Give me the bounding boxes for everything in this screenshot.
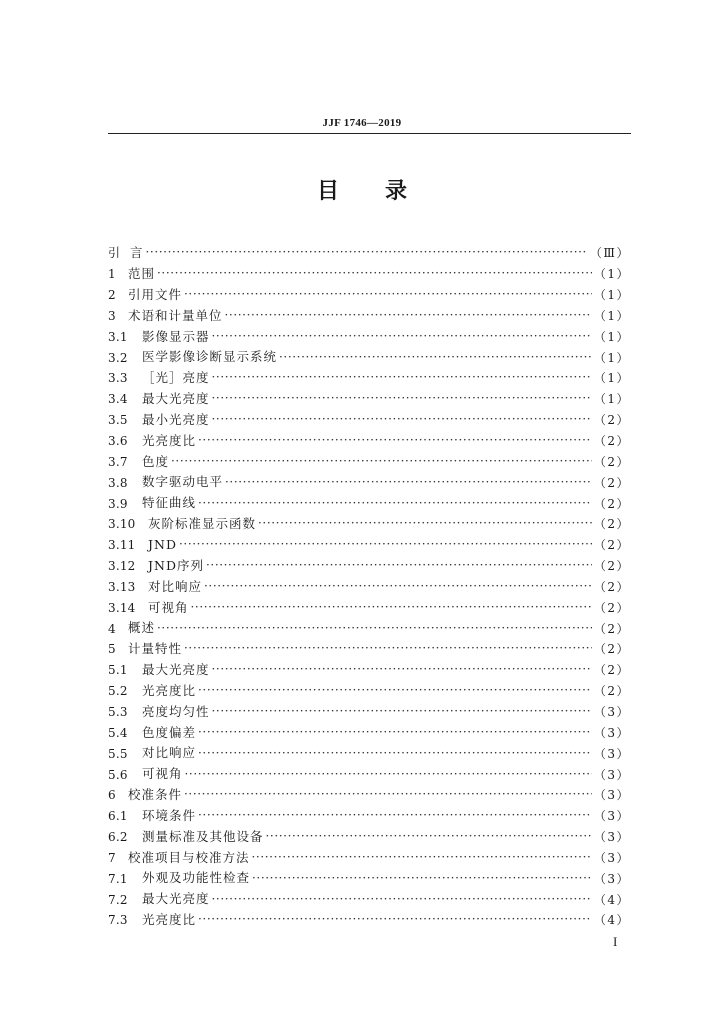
toc-entry[interactable] [108, 368, 630, 389]
toc-entry-label: 范围 [128, 266, 156, 282]
toc-entry-label: 光亮度比 [142, 432, 197, 448]
toc-entry-page: （2） [593, 579, 630, 594]
toc-entry-number: 6 [108, 788, 116, 803]
toc-entry-number: 7.1 [108, 871, 128, 886]
toc-entry[interactable] [108, 306, 630, 327]
toc-dot-leader [184, 288, 592, 302]
toc-entry-label: 言 [130, 245, 144, 261]
toc-entry-number: 5.1 [108, 663, 128, 678]
toc-entry[interactable] [108, 702, 630, 723]
toc-dot-leader [184, 788, 592, 802]
toc-entry-label: 最大光亮度 [142, 891, 210, 907]
toc-entry-number: 6.1 [108, 809, 128, 824]
toc-entry-number: 3.7 [108, 454, 128, 469]
toc-dot-leader [184, 642, 592, 656]
toc-entry-page: （2） [593, 413, 630, 428]
toc-entry-label: 测量标准及其他设备 [142, 828, 264, 844]
toc-entry[interactable] [108, 472, 630, 493]
toc-entry-number: 3.3 [108, 371, 128, 386]
toc-dot-leader [198, 497, 592, 511]
toc-entry-number: 5.2 [108, 684, 128, 699]
toc-entry[interactable] [108, 889, 630, 910]
table-of-contents [108, 243, 630, 931]
toc-entry-label: 特征曲线 [142, 495, 197, 511]
page-folio: I [613, 934, 618, 949]
toc-entry-number: 7 [108, 850, 116, 865]
toc-dot-leader [198, 809, 592, 823]
toc-entry[interactable] [108, 764, 630, 785]
toc-entry-number: 2 [108, 288, 116, 303]
toc-entry-page: （1） [593, 392, 630, 407]
toc-entry-page: （4） [593, 913, 630, 928]
toc-entry-label: 光亮度比 [142, 682, 197, 698]
toc-entry-number: 3.8 [108, 475, 128, 490]
toc-entry-label: 可视角 [142, 766, 183, 782]
toc-entry[interactable] [108, 660, 630, 681]
toc-entry-number: 5 [108, 642, 116, 657]
toc-dot-leader [252, 851, 592, 865]
toc-entry-page: （2） [593, 496, 630, 511]
toc-entry-label: 校准条件 [128, 787, 183, 803]
toc-entry-label: JND序列 [148, 557, 204, 573]
toc-dot-leader [198, 726, 592, 740]
page-title [0, 174, 724, 205]
toc-dot-leader [212, 371, 592, 385]
toc-entry-number: 3.12 [108, 559, 136, 574]
toc-entry-page: （3） [593, 850, 630, 865]
toc-entry-label: 色度 [142, 453, 170, 469]
toc-entry-page: （2） [593, 538, 630, 553]
toc-entry[interactable] [108, 785, 630, 806]
toc-entry[interactable] [108, 243, 630, 264]
toc-entry[interactable] [108, 535, 630, 556]
toc-entry-page: （Ⅲ） [589, 246, 630, 261]
toc-entry-number: 1 [108, 267, 116, 282]
toc-entry-page: （2） [593, 642, 630, 657]
toc-dot-leader [198, 434, 592, 448]
toc-entry-label: 校准项目与校准方法 [128, 849, 250, 865]
toc-dot-leader [179, 538, 592, 552]
toc-entry-label: 最大光亮度 [142, 391, 210, 407]
toc-entry-page: （1） [593, 350, 630, 365]
toc-entry-number: 3.5 [108, 413, 128, 428]
toc-entry[interactable] [108, 868, 630, 889]
toc-entry-number: 5.4 [108, 725, 128, 740]
toc-entry-label: 外观及功能性检查 [142, 870, 251, 886]
toc-entry-page: （1） [593, 288, 630, 303]
toc-entry-page: （3） [593, 830, 630, 845]
toc-dot-leader [258, 517, 592, 531]
toc-entry-page: （1） [593, 371, 630, 386]
toc-entry[interactable] [108, 597, 630, 618]
toc-dot-leader [279, 351, 592, 365]
toc-dot-leader [206, 559, 592, 573]
toc-entry[interactable] [108, 451, 630, 472]
toc-entry[interactable] [108, 431, 630, 452]
toc-entry[interactable] [108, 326, 630, 347]
toc-entry-label: 色度偏差 [142, 724, 197, 740]
toc-entry-page: （1） [593, 308, 630, 323]
toc-dot-leader [146, 246, 588, 260]
toc-entry-label: 数字驱动电平 [142, 474, 224, 490]
title-char-right: 录 [385, 178, 408, 204]
toc-entry-page: （2） [593, 559, 630, 574]
toc-entry[interactable] [108, 806, 630, 827]
toc-entry[interactable] [108, 264, 630, 285]
toc-entry-label: 光亮度比 [142, 912, 197, 928]
toc-dot-leader [225, 309, 592, 323]
toc-dot-leader [266, 830, 592, 844]
toc-entry-page: （2） [593, 454, 630, 469]
toc-entry-number: 引 [108, 246, 121, 261]
toc-entry[interactable] [108, 556, 630, 577]
toc-entry-label: 对比响应 [148, 578, 203, 594]
toc-entry-page: （2） [593, 517, 630, 532]
toc-entry-number: 3.2 [108, 350, 128, 365]
toc-entry-label: 环境条件 [142, 807, 197, 823]
toc-dot-leader [212, 330, 592, 344]
toc-dot-leader [157, 622, 592, 636]
toc-entry[interactable] [108, 577, 630, 598]
toc-entry-page: （3） [593, 871, 630, 886]
toc-entry-page: （2） [593, 475, 630, 490]
toc-entry-page: （2） [593, 621, 630, 636]
toc-entry-number: 7.3 [108, 913, 128, 928]
toc-entry-label: 可视角 [148, 599, 189, 615]
toc-entry-page: （2） [593, 600, 630, 615]
toc-entry[interactable] [108, 410, 630, 431]
toc-entry-label: 医学影像诊断显示系统 [142, 349, 278, 365]
toc-entry[interactable] [108, 681, 630, 702]
toc-entry-number: 3.1 [108, 329, 128, 344]
toc-entry-number: 3.6 [108, 434, 128, 449]
toc-entry-number: 5.3 [108, 704, 128, 719]
header-rule [108, 133, 631, 134]
toc-entry-page: （1） [593, 329, 630, 344]
toc-entry-page: （3） [593, 788, 630, 803]
toc-entry-page: （3） [593, 809, 630, 824]
toc-entry-number: 3 [108, 308, 116, 323]
toc-entry-page: （3） [593, 746, 630, 761]
toc-entry-label: 影像显示器 [142, 328, 210, 344]
toc-entry-page: （2） [593, 434, 630, 449]
toc-dot-leader [171, 455, 592, 469]
toc-entry-label: 最大光亮度 [142, 662, 210, 678]
toc-entry[interactable] [108, 827, 630, 848]
toc-entry-number: 7.2 [108, 892, 128, 907]
toc-entry[interactable] [108, 285, 630, 306]
toc-entry[interactable] [108, 514, 630, 535]
toc-entry-label: 计量特性 [128, 641, 183, 657]
toc-entry[interactable] [108, 347, 630, 368]
toc-dot-leader [212, 413, 592, 427]
toc-entry-number: 3.9 [108, 496, 128, 511]
toc-entry[interactable] [108, 847, 630, 868]
toc-dot-leader [191, 601, 592, 615]
toc-entry[interactable] [108, 910, 630, 931]
toc-entry-label: 对比响应 [142, 745, 197, 761]
toc-entry-page: （2） [593, 663, 630, 678]
title-char-left: 目 [316, 178, 339, 204]
toc-entry[interactable] [108, 743, 630, 764]
toc-entry-number: 5.5 [108, 746, 128, 761]
toc-dot-leader [225, 476, 592, 490]
toc-entry-page: （2） [593, 684, 630, 699]
toc-entry-number: 3.10 [108, 517, 136, 532]
document-header-code: JJF 1746—2019 [322, 117, 402, 129]
toc-entry-label: 亮度均匀性 [142, 703, 210, 719]
toc-entry-number: 3.13 [108, 579, 136, 594]
toc-entry-page: （3） [593, 767, 630, 782]
toc-entry[interactable] [108, 389, 630, 410]
toc-entry[interactable] [108, 722, 630, 743]
toc-entry-label: 术语和计量单位 [128, 307, 223, 323]
toc-dot-leader [212, 663, 592, 677]
toc-entry-label: JND [148, 536, 177, 552]
toc-entry[interactable] [108, 618, 630, 639]
toc-entry-label: 灰阶标准显示函数 [148, 516, 257, 532]
toc-entry-page: （1） [593, 267, 630, 282]
toc-entry-number: 4 [108, 621, 116, 636]
toc-entry-number: 3.11 [108, 538, 136, 553]
toc-entry-label: 引用文件 [128, 286, 183, 302]
toc-dot-leader [252, 872, 592, 886]
toc-entry-label: 概述 [128, 620, 156, 636]
toc-entry-number: 6.2 [108, 830, 128, 845]
toc-dot-leader [212, 705, 592, 719]
toc-entry-number: 5.6 [108, 767, 128, 782]
toc-entry-label: ［光］亮度 [142, 370, 210, 386]
toc-entry-page: （3） [593, 704, 630, 719]
toc-entry-number: 3.14 [108, 600, 136, 615]
toc-entry-number: 3.4 [108, 392, 128, 407]
toc-entry-page: （3） [593, 725, 630, 740]
toc-dot-leader [198, 913, 592, 927]
toc-dot-leader [198, 747, 592, 761]
toc-entry-label: 最小光亮度 [142, 411, 210, 427]
toc-dot-leader [157, 267, 592, 281]
toc-dot-leader [198, 684, 592, 698]
toc-dot-leader [185, 768, 592, 782]
toc-dot-leader [212, 392, 592, 406]
toc-entry[interactable] [108, 639, 630, 660]
toc-entry[interactable] [108, 493, 630, 514]
toc-dot-leader [204, 580, 592, 594]
toc-entry-page: （4） [593, 892, 630, 907]
toc-dot-leader [212, 893, 592, 907]
